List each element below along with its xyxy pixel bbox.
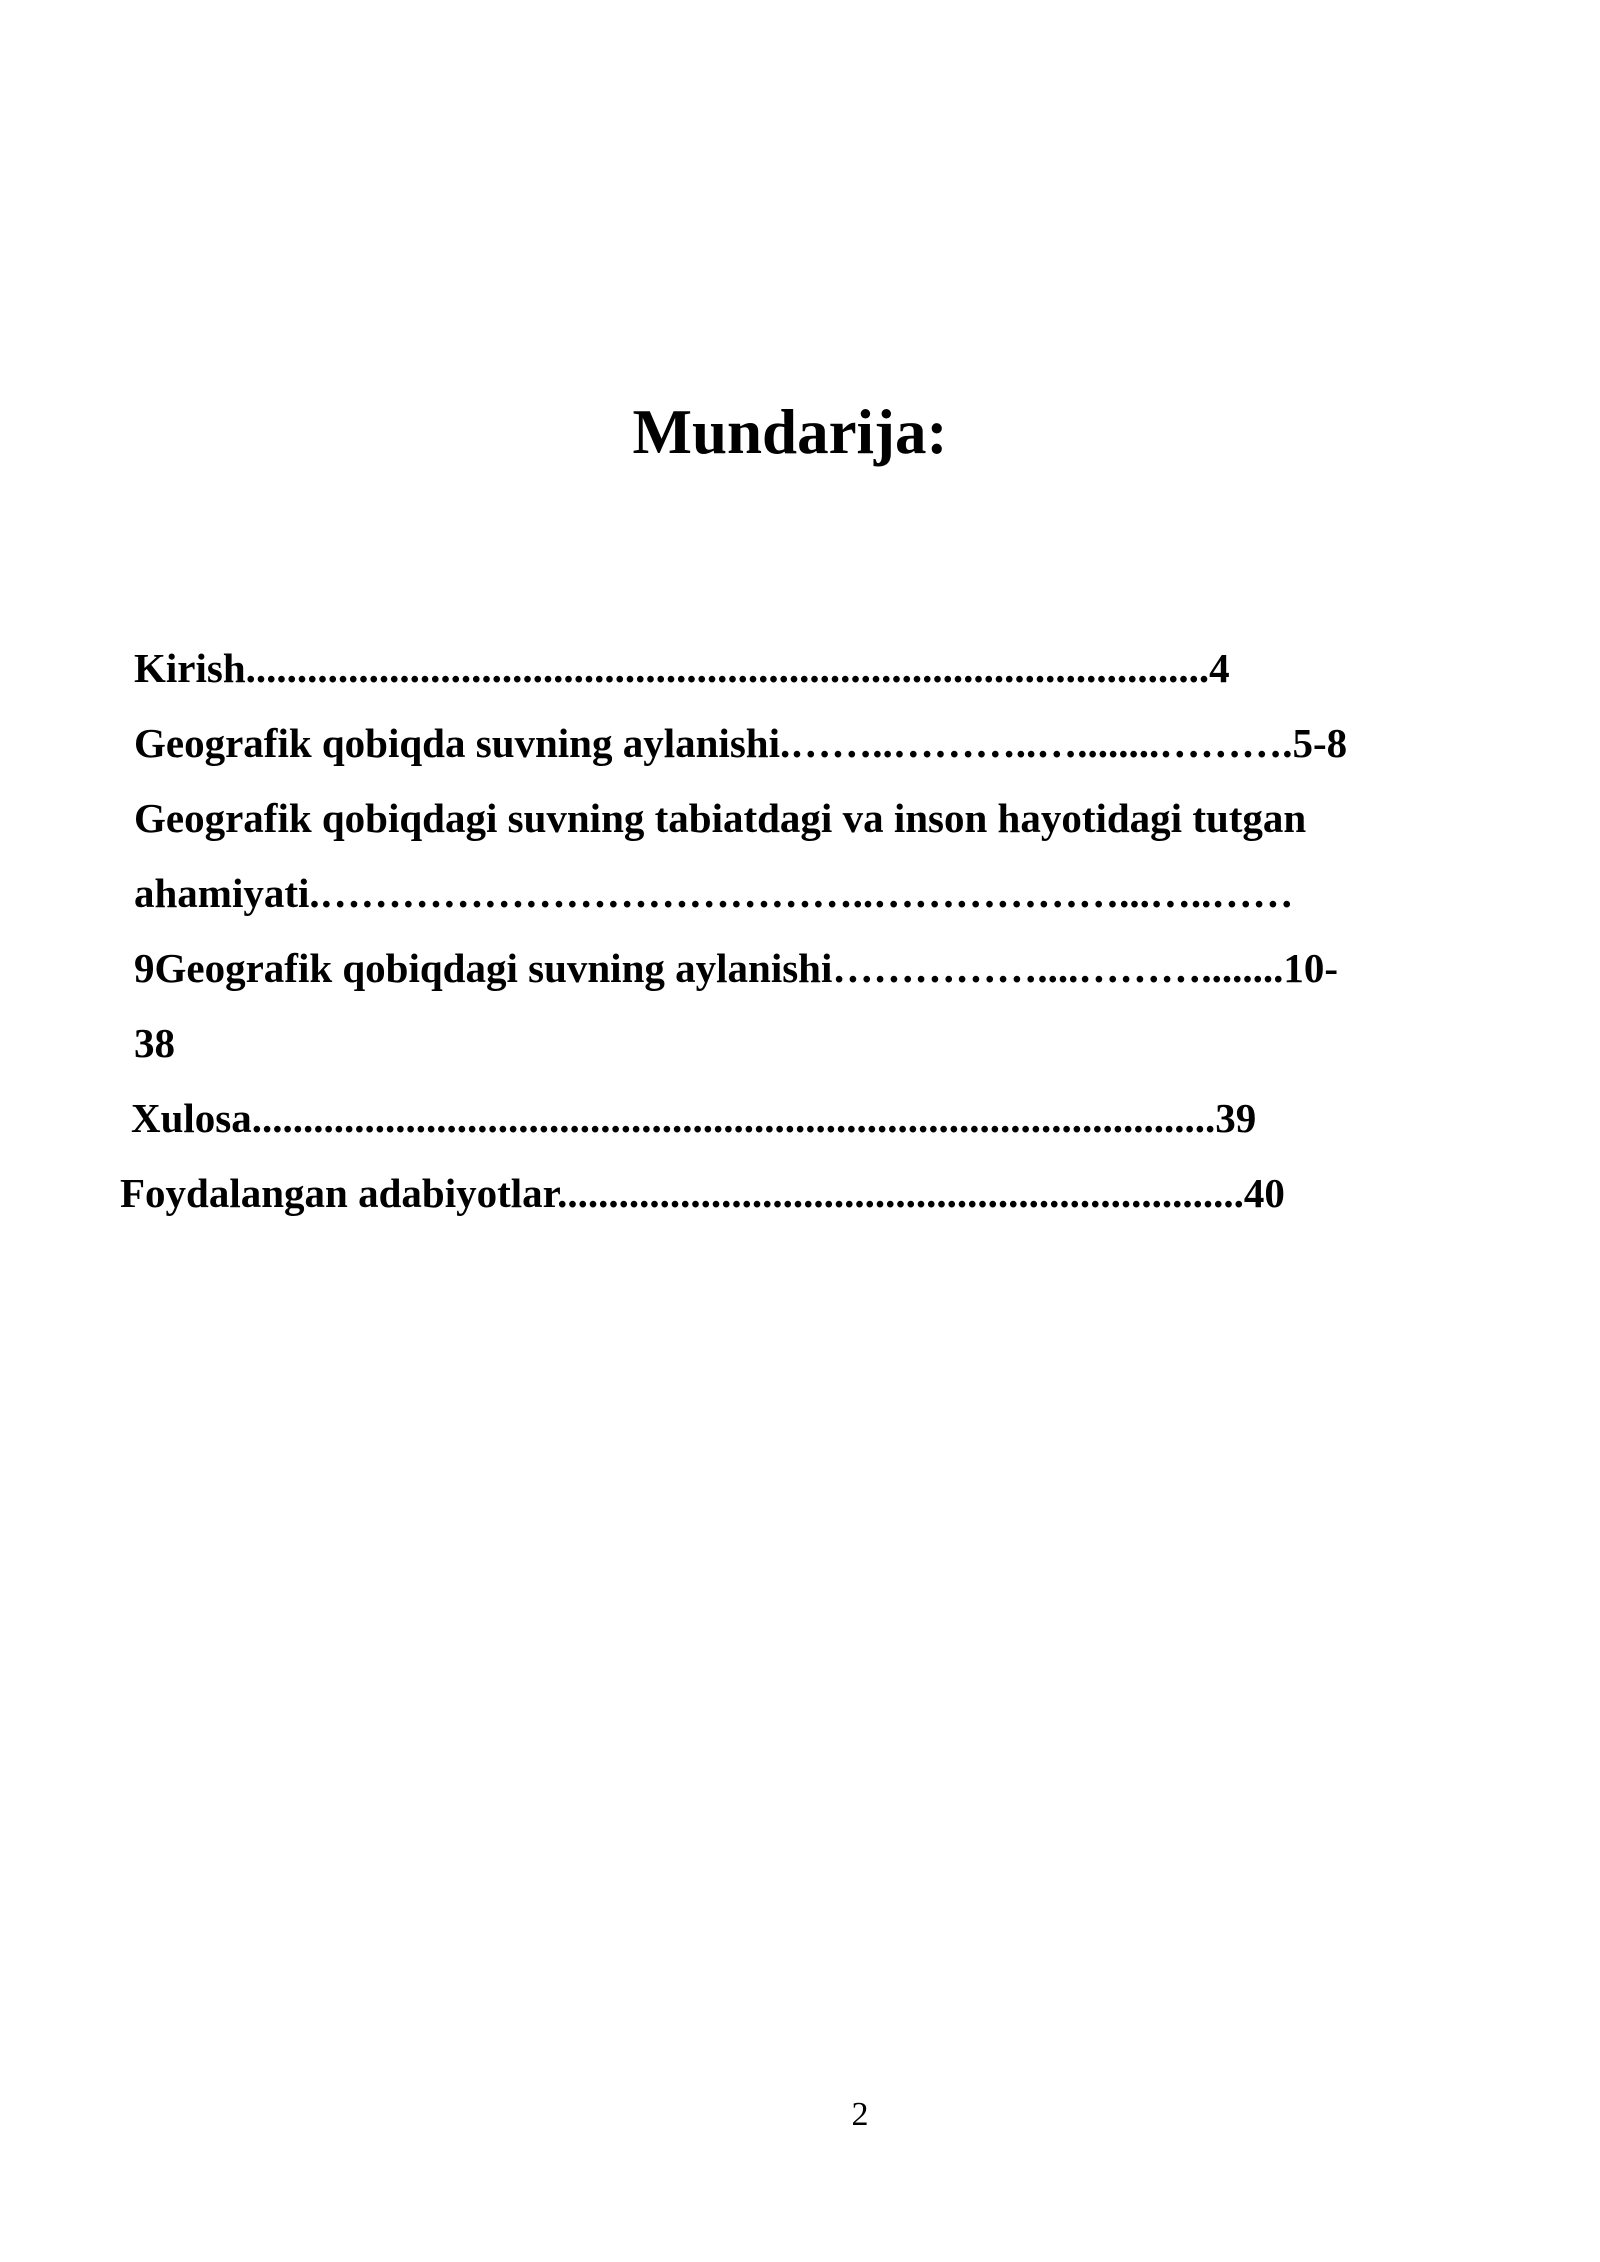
toc-entry-suvning-aylanishi: Geografik qobiqda suvning aylanishi.……..………..…........……….5-8 bbox=[134, 720, 1348, 766]
page-title: Mundarija: bbox=[632, 397, 948, 467]
toc-entry-xulosa: Xulosa..............................................................................................39 bbox=[131, 1095, 1257, 1141]
toc-entry-ahamiyati-line1: Geografik qobiqdagi suvning tabiatdagi va inson hayotidagi tutgan bbox=[134, 795, 1307, 841]
toc-entry-aylanishi-line1: 9Geografik qobiqdagi suvning aylanishi……………....………........10- bbox=[134, 945, 1339, 991]
toc-entry-adabiyotlar: Foydalangan adabiyotlar...................................................................40 bbox=[120, 1170, 1285, 1216]
toc-entry-aylanishi-line2: 38 bbox=[134, 1020, 175, 1066]
toc-entry-ahamiyati-line2: ahamiyati.…………………………………..………………...…..…… bbox=[134, 870, 1294, 916]
toc-entry-kirish: Kirish..............................................................................................4 bbox=[134, 645, 1230, 691]
page-number: 2 bbox=[851, 2096, 869, 2133]
